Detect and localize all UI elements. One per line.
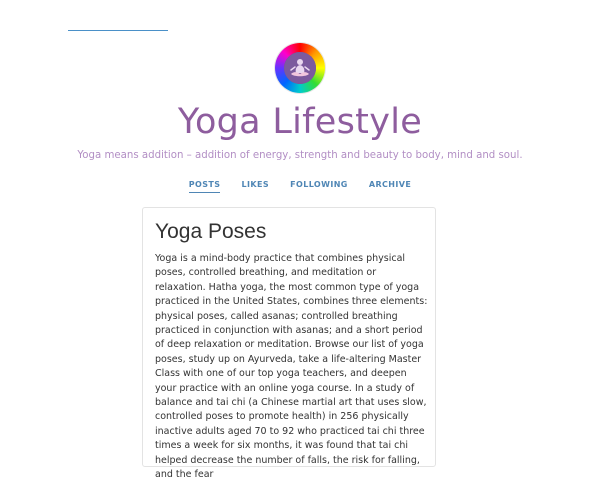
main-nav bbox=[0, 172, 600, 193]
meditation-icon bbox=[284, 52, 316, 84]
site-tagline: Yoga means addition – addition of energy, strength and beauty to body, mind and soul. bbox=[77, 150, 523, 161]
post-title[interactable]: Yoga Poses bbox=[155, 220, 267, 243]
nav-following-link[interactable]: FOLLOWING bbox=[290, 180, 348, 189]
post-body: Yoga is a mind-body practice that combines physical poses, controlled breathing, and meditation or relaxation. Hatha yoga, the most common type of yoga practiced in the United States, combines three elements: physical poses, called asanas; controlled breathing practiced in conjunction with asanas; and a short period of deep relaxation or meditation. Browse our list of yoga poses, study up on Ayurveda, take a life-altering Master Class with one of our top yoga teachers, and deepen your practice with an online yoga course. In a study of balance and tai chi (a Chinese martial art that uses slow, controlled poses to promote health) in 256 physically inactive adults aged 70 to 92 who practiced tai chi three times a week for six months, it was found that tai chi helped decrease the number of falls, the risk for falling, and the fear bbox=[155, 253, 428, 481]
post-card bbox=[142, 207, 436, 481]
nav-archive-link[interactable]: ARCHIVE bbox=[368, 180, 412, 189]
nav-posts-link[interactable]: POSTS bbox=[189, 180, 221, 193]
avatar[interactable] bbox=[275, 43, 325, 93]
top-divider-line bbox=[68, 30, 168, 31]
site-title[interactable]: Yoga Lifestyle bbox=[177, 102, 423, 142]
nav-likes-link[interactable]: LIKES bbox=[241, 180, 270, 189]
